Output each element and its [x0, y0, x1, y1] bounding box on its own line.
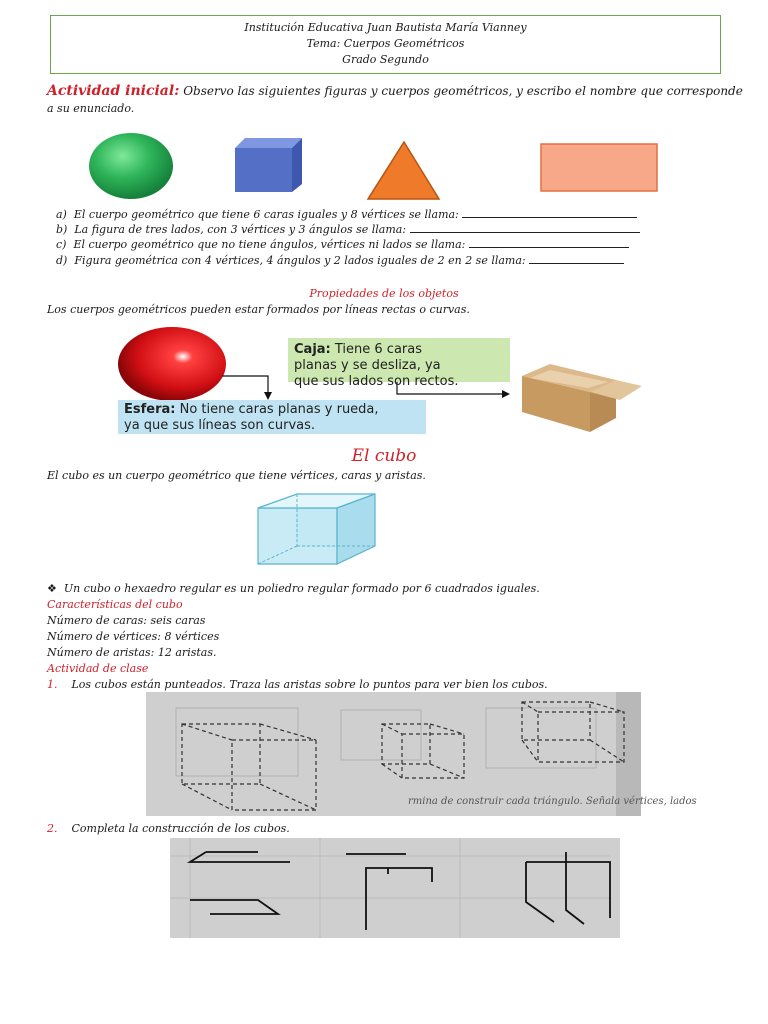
cube-faces: Número de caras: seis caras	[47, 614, 206, 627]
incomplete-cubes-photo	[170, 838, 620, 938]
question-text: El cuerpo geométrico que no tiene ángulos, vértices ni lados se llama:	[73, 238, 469, 251]
activity-intro	[47, 84, 743, 98]
class-activity-item-1	[47, 678, 548, 692]
caja-label: Caja:	[294, 342, 331, 357]
activity-intro-label: Actividad inicial:	[47, 83, 180, 99]
blue-cube-front	[235, 148, 292, 192]
answer-blank[interactable]	[462, 208, 637, 218]
answer-blank[interactable]	[529, 254, 624, 264]
sphere-arrowhead	[264, 392, 272, 400]
question-b	[56, 223, 640, 237]
cube-characteristics-title: Características del cubo	[47, 598, 183, 611]
orange-triangle	[368, 142, 439, 199]
question-text: El cuerpo geométrico que tiene 6 caras iguales y 8 vértices se llama:	[73, 208, 463, 221]
box-arrowhead	[502, 390, 510, 398]
diamond-bullet-icon: ❖	[47, 582, 57, 595]
question-text: La figura de tres lados, con 3 vértices y 3 ángulos se llama:	[74, 223, 410, 236]
cube-bullet: Un cubo o hexaedro regular es un poliedro regular formado por 6 cuadrados iguales.	[63, 582, 540, 595]
school-name: Institución Educativa Juan Bautista María Vianney	[244, 21, 527, 34]
caja-callout	[288, 338, 510, 389]
question-marker: c)	[56, 238, 67, 251]
cube-bullet-row	[47, 582, 540, 596]
question-c	[56, 238, 629, 252]
photo-caption: rmina de construir cada triángulo. Señala vértices, lados	[408, 796, 697, 807]
red-sphere	[118, 327, 226, 401]
shapes-row	[85, 132, 665, 204]
incomplete-cubes-drawing	[170, 838, 620, 938]
caja-line-2: planas y se desliza, ya	[294, 358, 441, 373]
cube-title: El cubo	[351, 446, 417, 466]
question-d	[56, 254, 624, 268]
item-text: Completa la construcción de los cubos.	[71, 822, 290, 835]
item-number: 1.	[47, 678, 58, 691]
green-sphere	[89, 133, 173, 199]
class-activity-title: Actividad de clase	[47, 662, 149, 675]
question-marker: b)	[56, 223, 68, 236]
answer-blank[interactable]	[469, 238, 629, 248]
question-text: Figura geométrica con 4 vértices, 4 ángulos y 2 lados iguales de 2 en 2 se llama:	[74, 254, 530, 267]
question-marker: d)	[56, 254, 68, 267]
topic: Tema: Cuerpos Geométricos	[306, 37, 465, 50]
question-marker: a)	[56, 208, 67, 221]
transparent-cube	[255, 492, 380, 574]
blue-cube-top	[235, 138, 302, 148]
esfera-label: Esfera:	[124, 402, 176, 417]
esfera-line-1: No tiene caras planas y rueda,	[175, 402, 379, 417]
cube-vertices: Número de vértices: 8 vértices	[47, 630, 220, 643]
class-activity-item-2	[47, 822, 290, 836]
properties-text: Los cuerpos geométricos pueden estar formados por líneas rectas o curvas.	[47, 303, 470, 316]
answer-blank[interactable]	[410, 223, 640, 233]
cube-intro: El cubo es un cuerpo geométrico que tiene vértices, caras y aristas.	[47, 469, 426, 482]
dotted-cubes-photo	[146, 692, 697, 816]
item-number: 2.	[47, 822, 58, 835]
grade: Grado Segundo	[342, 53, 429, 66]
header-box	[50, 15, 721, 74]
sphere-arrow	[222, 376, 268, 396]
esfera-callout	[118, 400, 426, 434]
activity-intro-text: Observo las siguientes figuras y cuerpos geométricos, y escribo el nombre que corresponde	[179, 84, 743, 98]
caja-line-3: que sus lados son rectos.	[294, 374, 459, 389]
item-text: Los cubos están punteados. Traza las aristas sobre lo puntos para ver bien los cubos.	[71, 678, 548, 691]
cube-edges: Número de aristas: 12 aristas.	[47, 646, 217, 659]
salmon-rectangle	[541, 144, 657, 191]
esfera-line-2: ya que sus líneas son curvas.	[124, 418, 316, 433]
caja-line-1: Tiene 6 caras	[330, 342, 423, 357]
question-a	[56, 208, 637, 222]
properties-title: Propiedades de los objetos	[309, 287, 459, 300]
activity-intro-text-2: a su enunciado.	[47, 102, 135, 115]
